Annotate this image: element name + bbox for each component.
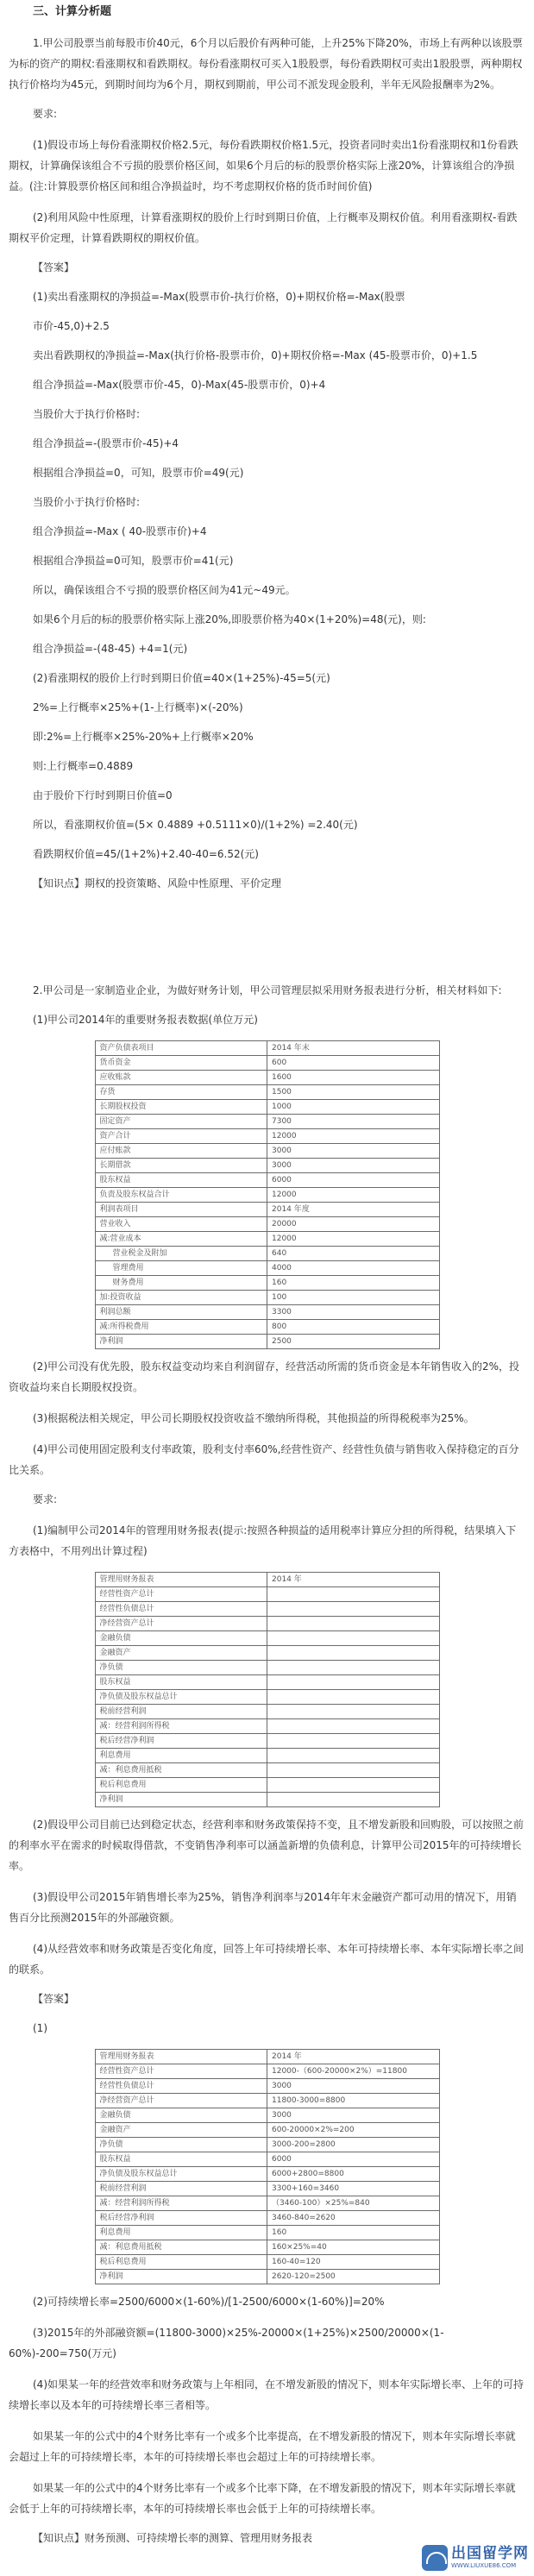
logo-name: 出国留学网 [451, 2545, 529, 2562]
row-label-cell: 货币资金 [95, 1056, 267, 1071]
table-row [95, 1749, 439, 1763]
table-row [95, 1305, 439, 1320]
row-label-cell: 税后利息费用 [95, 2255, 267, 2270]
row-label-cell: 减：经营利润所得税 [95, 2196, 267, 2211]
value-cell [267, 1690, 440, 1705]
q2-requirements-label: 要求: [33, 1493, 58, 1505]
q1-requirements-label: 要求: [33, 108, 58, 120]
value-cell [267, 1763, 440, 1778]
answer-line: 所以，确保该组合不亏损的股票价格区间为41元~49元。 [33, 584, 296, 596]
value-cell: 1600 [267, 1071, 440, 1085]
row-label-cell: 税后经营净利润 [95, 1734, 267, 1749]
value-cell: 12000 [267, 1232, 440, 1247]
answer-line: 看跌期权价值=45/(1+2%)+2.40-40=6.52(元) [33, 848, 259, 860]
value-cell: 6000 [267, 1173, 440, 1188]
value-cell: 2014 年 [267, 2050, 440, 2064]
value-cell: 3000 [267, 2079, 440, 2094]
value-cell [267, 1793, 440, 1807]
answer-line: (1)卖出看涨期权的净损益=-Max(股票市价-执行价格，0)+期权价格=-Max(股票 [33, 291, 405, 303]
value-cell [267, 1661, 440, 1675]
row-label-cell: 净经营资产总计 [95, 2094, 267, 2108]
table-row [95, 1188, 439, 1203]
q2-requirement-2: (2)假设甲公司目前已达到稳定状态，经营利率和财务政策保持不变，且不增发新股和回购股，可以按照之前的利率水平在需求的时候取得借款，不变销售净利率可以涵盖新增的负债利息，计算甲公司2015年的可持续增长率。 [9, 1819, 525, 1872]
table-row [95, 2255, 439, 2270]
q1-stem: 1.甲公司股票当前每股市价40元，6个月以后股价有两种可能，上升25%下降20%，市场上有两种以该股票为标的资产的期权:看涨期权和看跌期权。每份看涨期权可买入1股股票，每份看跌期权可卖出1股股票，两种期权执行价格均为45元，到期时间均为6个月，期权到期前，甲公司不派发现金股利，半年无风险报酬率为2%。 [9, 37, 523, 91]
table-row [95, 1631, 439, 1646]
row-label-cell: 财务费用 [95, 1276, 267, 1291]
q2-material-3: (3)根据税法相关规定，甲公司长期股权投资收益不缴纳所得税，其他损益的所得税税率为25%。 [33, 1412, 474, 1424]
table-row [95, 1291, 439, 1305]
spacer [9, 904, 525, 980]
table-row [95, 1144, 439, 1159]
value-cell: 12000 [267, 1129, 440, 1144]
row-label-cell: 减：利息费用抵税 [95, 2240, 267, 2255]
value-cell: 600-20000×2%=200 [267, 2123, 440, 2138]
answer-line: 组合净损益=-(股票市价-45)+4 [33, 437, 179, 449]
value-cell: 1000 [267, 1100, 440, 1115]
table-row [95, 1573, 439, 1587]
row-label-cell: 管理用财务报表 [95, 2050, 267, 2064]
row-label-cell: 加:投资收益 [95, 1291, 267, 1305]
row-label-cell: 减：经营利润所得税 [95, 1719, 267, 1734]
value-cell: 3300+160=3460 [267, 2182, 440, 2196]
value-cell: 3300 [267, 1305, 440, 1320]
row-label-cell: 营业收入 [95, 1217, 267, 1232]
q2-material-4: (4)甲公司使用固定股利支付率政策，股利支付率60%,经营性资产、经营性负债与销售收入保持稳定的百分比关系。 [9, 1443, 519, 1476]
answer-line: 则:上行概率=0.4889 [33, 760, 134, 772]
table-row [95, 1793, 439, 1807]
row-label-cell: 税前经营利润 [95, 1705, 267, 1719]
table-row [95, 2226, 439, 2240]
table-row [95, 1646, 439, 1661]
value-cell [267, 1734, 440, 1749]
table-row [95, 1129, 439, 1144]
value-cell [267, 1631, 440, 1646]
row-label-cell: 净负债 [95, 1661, 267, 1675]
row-label-cell: 资产合计 [95, 1129, 267, 1144]
table-row [95, 1675, 439, 1690]
value-cell: 160 [267, 1276, 440, 1291]
table-row [95, 1320, 439, 1335]
table-row [95, 2211, 439, 2226]
q2-material-2: (2)甲公司没有优先股，股东权益变动均来自利润留存，经营活动所需的货币资金是本年销售收入的2%，投资收益均来自长期股权投资。 [9, 1360, 520, 1393]
row-label-cell: 长期借款 [95, 1159, 267, 1173]
value-cell: 160×25%=40 [267, 2240, 440, 2255]
value-cell: （3460-100）×25%=840 [267, 2196, 440, 2211]
table-row [95, 2152, 439, 2167]
q2-answer-label: 【答案】 [33, 1993, 75, 2005]
table-row [95, 2196, 439, 2211]
value-cell [267, 1646, 440, 1661]
answer-paragraph: 如果某一年的公式中的4个财务比率有一个或多个比率下降，在不增发新股的情况下，则本年实际增长率就会低于上年的可持续增长率，本年的可持续增长率也会低于上年的可持续增长率。 [9, 2482, 516, 2515]
row-label-cell: 应付账款 [95, 1144, 267, 1159]
value-cell: 3000 [267, 1144, 440, 1159]
row-label-cell: 应收账款 [95, 1071, 267, 1085]
table-row [95, 1778, 439, 1793]
table-row [95, 1115, 439, 1129]
table-row [95, 1100, 439, 1115]
value-cell [267, 1719, 440, 1734]
row-label-cell: 营业税金及附加 [95, 1247, 267, 1261]
value-cell: 2500 [267, 1335, 440, 1349]
row-label-cell: 税后利息费用 [95, 1778, 267, 1793]
row-label-cell: 长期股权投资 [95, 1100, 267, 1115]
row-label-cell: 金融负债 [95, 1631, 267, 1646]
table-row [95, 1056, 439, 1071]
value-cell: 2014 年末 [267, 1041, 440, 1056]
answer-line: (2)看涨期权的股价上行时到期日价值=40×(1+25%)-45=5(元) [33, 672, 330, 684]
table-row [95, 1159, 439, 1173]
answer-line: 由于股价下行时到期日价值=0 [33, 789, 173, 801]
table-row [95, 1276, 439, 1291]
row-label-cell: 经营性负债总计 [95, 1602, 267, 1617]
value-cell: 3000 [267, 1159, 440, 1173]
value-cell [267, 1705, 440, 1719]
row-label-cell: 减：利息费用抵税 [95, 1763, 267, 1778]
answer-line: 2%=上行概率×25%+(1-上行概率)×(-20%) [33, 701, 243, 713]
row-label-cell: 利润总额 [95, 1305, 267, 1320]
value-cell: 3460-840=2620 [267, 2211, 440, 2226]
row-label-cell: 金融资产 [95, 1646, 267, 1661]
q2-requirement-3: (3)假设甲公司2015年销售增长率为25%，销售净利润率与2014年年末金融资产都可动用的情况下，用销售百分比预测2015年的外部融资额。 [9, 1891, 517, 1924]
table-row [95, 1734, 439, 1749]
table-row [95, 2064, 439, 2079]
value-cell: 4000 [267, 1261, 440, 1276]
table-row [95, 1617, 439, 1631]
value-cell: 1500 [267, 1085, 440, 1100]
table-row [95, 2108, 439, 2123]
table-row [95, 2182, 439, 2196]
table-row [95, 2050, 439, 2064]
row-label-cell: 固定资产 [95, 1115, 267, 1129]
table-row [95, 2138, 439, 2152]
value-cell [267, 1749, 440, 1763]
value-cell: 6000+2800=8800 [267, 2167, 440, 2182]
row-label-cell: 管理用财务报表 [95, 1573, 267, 1587]
row-label-cell: 股东权益 [95, 1173, 267, 1188]
table-row [95, 1763, 439, 1778]
answer-line: 根据组合净损益=0，可知，股票市价=49(元) [33, 467, 244, 479]
row-label-cell: 净负债及股东权益总计 [95, 2167, 267, 2182]
table-row [95, 1203, 439, 1217]
value-cell: 11800-3000=8800 [267, 2094, 440, 2108]
value-cell: 7300 [267, 1115, 440, 1129]
table-row [95, 1661, 439, 1675]
value-cell: 20000 [267, 1217, 440, 1232]
table-row [95, 2270, 439, 2284]
answer-line: 即:2%=上行概率×25%-20%+上行概率×20% [33, 731, 254, 743]
table-row [95, 1587, 439, 1602]
answer-line: 根据组合净损益=0可知，股票市价=41(元) [33, 555, 234, 567]
row-label-cell: 经营性负债总计 [95, 2079, 267, 2094]
table-row [95, 1335, 439, 1349]
table-row [95, 1071, 439, 1085]
q2-answer-1-label: (1) [33, 2022, 47, 2034]
q1-requirement-1: (1)假设市场上每份看涨期权价格2.5元，每份看跌期权价格1.5元，投资者同时卖出1份看涨期权和1份看跌期权，计算确保该组合不亏损的股票价格区间，如果6个月后的标的股票价格实际上涨20%，计算该组合的净损益。(注:计算股票价格区间和组合净损益时，均不考虑期权价格的货币时间价值) [9, 139, 518, 192]
value-cell [267, 1602, 440, 1617]
row-label-cell: 净负债及股东权益总计 [95, 1690, 267, 1705]
q2-answer-4 [9, 2374, 525, 2519]
value-cell [267, 1778, 440, 1793]
table-row [95, 1247, 439, 1261]
value-cell: 12000 [267, 1188, 440, 1203]
row-label-cell: 利润表项目 [95, 1203, 267, 1217]
management-statement-answer-table [95, 2049, 440, 2284]
management-statement-blank-table [95, 1572, 440, 1807]
row-label-cell: 减:营业成本 [95, 1232, 267, 1247]
row-label-cell: 利息费用 [95, 2226, 267, 2240]
table-row [95, 2167, 439, 2182]
value-cell: 160 [267, 2226, 440, 2240]
row-label-cell: 股东权益 [95, 1675, 267, 1690]
row-label-cell: 净利润 [95, 1793, 267, 1807]
q1-answer-label: 【答案】 [33, 261, 75, 273]
value-cell: 100 [267, 1291, 440, 1305]
row-label-cell: 减:所得税费用 [95, 1320, 267, 1335]
row-label-cell: 经营性资产总计 [95, 2064, 267, 2079]
answer-line: 组合净损益=-Max(股票市价-45，0)-Max(45-股票市价，0)+4 [33, 379, 326, 391]
value-cell: 6000 [267, 2152, 440, 2167]
value-cell: 640 [267, 1247, 440, 1261]
answer-paragraph: (4)如果某一年的经营效率和财务政策与上年相同，在不增发新股的情况下，则本年实际增长率、上年的可持续增长率以及本年的可持续增长率三者相等。 [9, 2378, 525, 2411]
table-row [95, 1690, 439, 1705]
table-row [95, 1173, 439, 1188]
value-cell: 600 [267, 1056, 440, 1071]
answer-line: 组合净损益=-Max ( 40-股票市价)+4 [33, 525, 207, 537]
table-row [95, 1705, 439, 1719]
value-cell: 3000-200=2800 [267, 2138, 440, 2152]
row-label-cell: 股东权益 [95, 2152, 267, 2167]
value-cell: 800 [267, 1320, 440, 1335]
row-label-cell: 管理费用 [95, 1261, 267, 1276]
answer-paragraph: 如果某一年的公式中的4个财务比率有一个或多个比率提高，在不增发新股的情况下，则本年实际增长率就会超过上年的可持续增长率，本年的可持续增长率也会超过上年的可持续增长率。 [9, 2430, 516, 2463]
globe-logo-icon [422, 2545, 448, 2571]
q2-requirement-4: (4)从经营效率和财务政策是否变化角度，回答上年可持续增长率、本年可持续增长率、本年实际增长率之间的联系。 [9, 1943, 525, 1976]
financial-statement-table [95, 1040, 440, 1349]
q1-answer-lines [9, 288, 525, 863]
value-cell: 2620-120=2500 [267, 2270, 440, 2284]
row-label-cell: 税后经营净利润 [95, 2211, 267, 2226]
answer-line: 当股价小于执行价格时: [33, 496, 141, 508]
answer-line: 组合净损益=-(48-45) +4=1(元) [33, 643, 188, 655]
q2-answer-3: (3)2015年的外部融资额=(11800-3000)×25%-20000×(1+25%)×2500/20000×(1-60%)-200=750(万元) [9, 2327, 444, 2359]
section-title: 三、计算分析题 [33, 5, 112, 18]
q2-material-1: (1)甲公司2014年的重要财务报表数据(单位万元) [33, 1014, 258, 1026]
q1-requirement-2: (2)利用风险中性原理，计算看涨期权的股价上行时到期日价值，上行概率及期权价值。利用看涨期权-看跌期权平价定理，计算看跌期权的期权价值。 [9, 211, 518, 244]
row-label-cell: 净利润 [95, 1335, 267, 1349]
value-cell [267, 1617, 440, 1631]
row-label-cell: 金融负债 [95, 2108, 267, 2123]
table-row [95, 1232, 439, 1247]
row-label-cell: 净经营资产总计 [95, 1617, 267, 1631]
value-cell [267, 1675, 440, 1690]
value-cell: 2014 年 [267, 1573, 440, 1587]
table-row [95, 1602, 439, 1617]
value-cell: 2014 年度 [267, 1203, 440, 1217]
logo-url: WWW.LIUXUE86.COM [451, 2562, 517, 2569]
answer-line: 所以，看涨期权价值=(5× 0.4889 +0.5111×0)/(1+2%) =2.40(元) [33, 819, 358, 831]
q2-answer-2: (2)可持续增长率=2500/6000×(1-60%)/[1-2500/6000×(1-60%)]=20% [33, 2296, 385, 2308]
q1-knowledge-points: 【知识点】期权的投资策略、风险中性原理、平价定理 [33, 877, 282, 889]
table-row [95, 2094, 439, 2108]
site-logo[interactable] [422, 2545, 529, 2571]
answer-line: 市价-45,0)+2.5 [33, 320, 110, 332]
answer-line: 当股价大于执行价格时: [33, 408, 141, 420]
value-cell: 160-40=120 [267, 2255, 440, 2270]
row-label-cell: 存货 [95, 1085, 267, 1100]
row-label-cell: 税前经营利润 [95, 2182, 267, 2196]
table-row [95, 2123, 439, 2138]
row-label-cell: 资产负债表项目 [95, 1041, 267, 1056]
value-cell [267, 1587, 440, 1602]
answer-line: 卖出看跌期权的净损益=-Max(执行价格-股票市价，0)+期权价格=-Max (45-股票市价，0)+1.5 [33, 349, 478, 361]
row-label-cell: 金融资产 [95, 2123, 267, 2138]
table-row [95, 2240, 439, 2255]
table-row [95, 1041, 439, 1056]
answer-line: 如果6个月后的标的股票价格实际上涨20%,即股票价格为40×(1+20%)=48(元)，则: [33, 613, 426, 625]
q2-requirement-1: (1)编制甲公司2014年的管理用财务报表(提示:按照各种损益的适用税率计算应分担的所得税，结果填入下方表格中，不用列出计算过程) [9, 1524, 517, 1557]
table-row [95, 1085, 439, 1100]
value-cell: 3000 [267, 2108, 440, 2123]
row-label-cell: 净负债 [95, 2138, 267, 2152]
table-row [95, 1719, 439, 1734]
row-label-cell: 净利润 [95, 2270, 267, 2284]
table-row [95, 1217, 439, 1232]
q2-stem: 2.甲公司是一家制造业企业，为做好财务计划，甲公司管理层拟采用财务报表进行分析，相关材料如下: [33, 984, 502, 996]
row-label-cell: 经营性资产总计 [95, 1587, 267, 1602]
value-cell: 12000-（600-20000×2%）=11800 [267, 2064, 440, 2079]
q2-knowledge-points: 【知识点】财务预测、可持续增长率的测算、管理用财务报表 [33, 2532, 313, 2544]
table-row [95, 2079, 439, 2094]
row-label-cell: 负责及股东权益合计 [95, 1188, 267, 1203]
table-row [95, 1261, 439, 1276]
row-label-cell: 利息费用 [95, 1749, 267, 1763]
